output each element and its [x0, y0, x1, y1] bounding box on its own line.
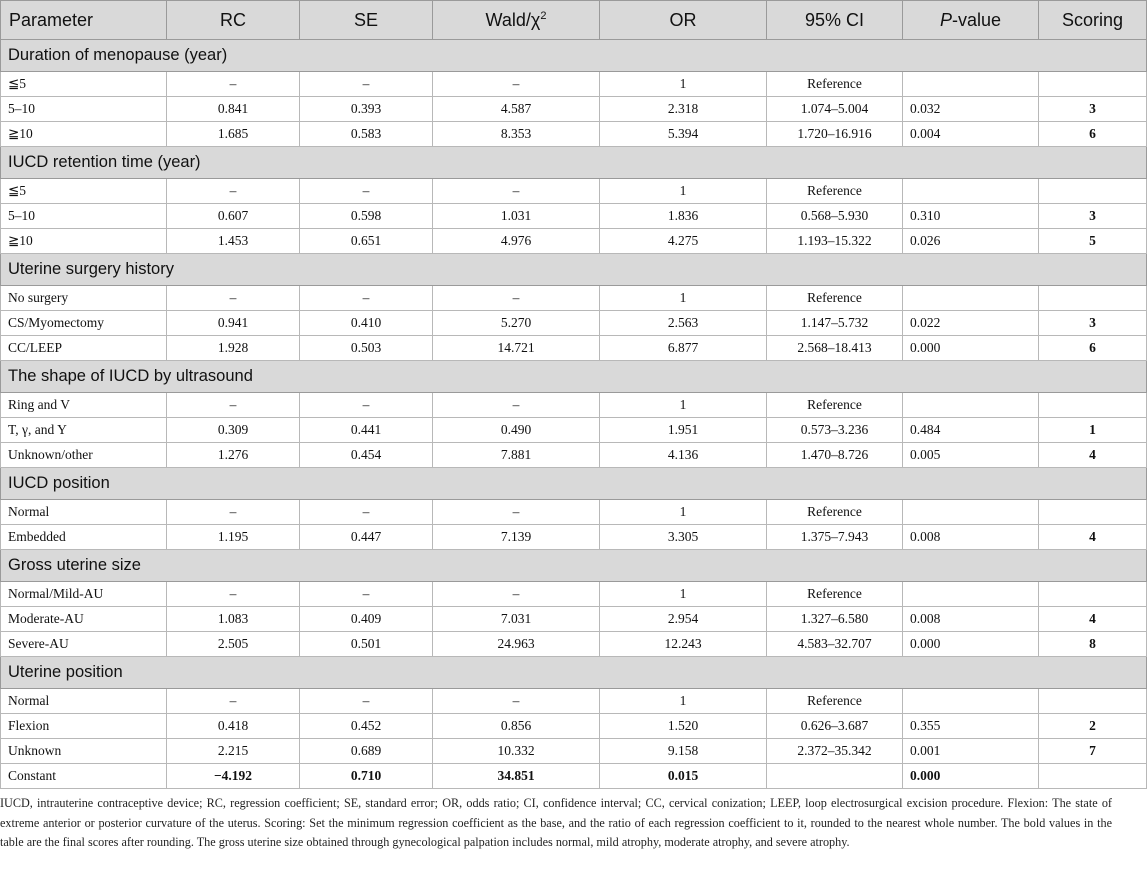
- ci-cell: 0.626–3.687: [767, 714, 903, 739]
- row-label: T, γ, and Y: [1, 418, 167, 443]
- rc-cell: 2.505: [167, 632, 300, 657]
- score-cell: [1039, 179, 1147, 204]
- constant-ci-cell: [767, 764, 903, 789]
- constant-row: [1, 764, 1147, 789]
- score-cell: [1039, 689, 1147, 714]
- header-rc: RC: [167, 1, 300, 40]
- table-row: [1, 286, 1147, 311]
- wald-cell: 0.490: [433, 418, 600, 443]
- se-cell: 0.598: [300, 204, 433, 229]
- score-cell: 4: [1039, 443, 1147, 468]
- row-label: ≧10: [1, 122, 167, 147]
- ci-cell: 0.573–3.236: [767, 418, 903, 443]
- p-value-cell: 0.022: [903, 311, 1039, 336]
- score-cell: 6: [1039, 122, 1147, 147]
- wald-cell: –: [433, 582, 600, 607]
- table-row: [1, 204, 1147, 229]
- ci-cell: 1.720–16.916: [767, 122, 903, 147]
- wald-cell: 10.332: [433, 739, 600, 764]
- header-wald-text: Wald/χ: [485, 9, 541, 30]
- section-header-row: [1, 147, 1147, 179]
- wald-cell: 0.856: [433, 714, 600, 739]
- wald-cell: 14.721: [433, 336, 600, 361]
- header-se: SE: [300, 1, 433, 40]
- rc-cell: –: [167, 582, 300, 607]
- table-row: [1, 229, 1147, 254]
- wald-cell: –: [433, 689, 600, 714]
- ci-cell: 1.470–8.726: [767, 443, 903, 468]
- rc-cell: 0.418: [167, 714, 300, 739]
- table-row: [1, 714, 1147, 739]
- p-value-cell: [903, 500, 1039, 525]
- se-cell: 0.409: [300, 607, 433, 632]
- wald-cell: 8.353: [433, 122, 600, 147]
- header-p-suffix: -value: [951, 9, 1002, 30]
- rc-cell: –: [167, 72, 300, 97]
- or-cell: 6.877: [600, 336, 767, 361]
- ci-cell: Reference: [767, 72, 903, 97]
- score-cell: 3: [1039, 204, 1147, 229]
- or-cell: 4.136: [600, 443, 767, 468]
- rc-cell: –: [167, 689, 300, 714]
- se-cell: 0.651: [300, 229, 433, 254]
- se-cell: 0.689: [300, 739, 433, 764]
- p-value-cell: 0.008: [903, 607, 1039, 632]
- wald-cell: –: [433, 286, 600, 311]
- p-value-cell: [903, 582, 1039, 607]
- p-value-cell: 0.026: [903, 229, 1039, 254]
- table-row: [1, 122, 1147, 147]
- table-row: [1, 739, 1147, 764]
- ci-cell: Reference: [767, 500, 903, 525]
- row-label: CC/LEEP: [1, 336, 167, 361]
- rc-cell: –: [167, 179, 300, 204]
- se-cell: –: [300, 179, 433, 204]
- score-cell: 2: [1039, 714, 1147, 739]
- wald-cell: 7.031: [433, 607, 600, 632]
- se-cell: –: [300, 500, 433, 525]
- table-row: [1, 500, 1147, 525]
- header-p-italic: P: [939, 9, 952, 30]
- se-cell: 0.583: [300, 122, 433, 147]
- row-label: Ring and V: [1, 393, 167, 418]
- ci-cell: 1.074–5.004: [767, 97, 903, 122]
- score-cell: [1039, 500, 1147, 525]
- wald-cell: 7.881: [433, 443, 600, 468]
- row-label: ≦5: [1, 179, 167, 204]
- or-cell: 5.394: [600, 122, 767, 147]
- rc-cell: –: [167, 393, 300, 418]
- wald-cell: 24.963: [433, 632, 600, 657]
- section-title: IUCD position: [1, 468, 1147, 500]
- p-value-cell: 0.032: [903, 97, 1039, 122]
- p-value-cell: 0.310: [903, 204, 1039, 229]
- constant-rc-cell: −4.192: [167, 764, 300, 789]
- se-cell: 0.454: [300, 443, 433, 468]
- p-value-cell: [903, 689, 1039, 714]
- se-cell: –: [300, 689, 433, 714]
- rc-cell: 2.215: [167, 739, 300, 764]
- table-row: [1, 393, 1147, 418]
- se-cell: 0.393: [300, 97, 433, 122]
- wald-cell: 4.976: [433, 229, 600, 254]
- section-title: Uterine surgery history: [1, 254, 1147, 286]
- row-label: CS/Myomectomy: [1, 311, 167, 336]
- se-cell: –: [300, 72, 433, 97]
- table-row: [1, 689, 1147, 714]
- or-cell: 2.318: [600, 97, 767, 122]
- section-header-row: [1, 550, 1147, 582]
- section-title: Uterine position: [1, 657, 1147, 689]
- score-cell: [1039, 393, 1147, 418]
- rc-cell: 1.083: [167, 607, 300, 632]
- header-wald: [433, 1, 600, 40]
- se-cell: 0.441: [300, 418, 433, 443]
- table-body: [1, 40, 1147, 789]
- score-cell: 6: [1039, 336, 1147, 361]
- or-cell: 1: [600, 179, 767, 204]
- ci-cell: 0.568–5.930: [767, 204, 903, 229]
- row-label: 5–10: [1, 204, 167, 229]
- section-header-row: [1, 254, 1147, 286]
- p-value-cell: 0.004: [903, 122, 1039, 147]
- rc-cell: 1.276: [167, 443, 300, 468]
- section-title: IUCD retention time (year): [1, 147, 1147, 179]
- or-cell: 1.520: [600, 714, 767, 739]
- score-cell: 3: [1039, 311, 1147, 336]
- rc-cell: –: [167, 500, 300, 525]
- score-cell: [1039, 286, 1147, 311]
- rc-cell: 1.195: [167, 525, 300, 550]
- rc-cell: 0.607: [167, 204, 300, 229]
- section-title: Duration of menopause (year): [1, 40, 1147, 72]
- p-value-cell: 0.355: [903, 714, 1039, 739]
- table-row: [1, 72, 1147, 97]
- rc-cell: 1.685: [167, 122, 300, 147]
- score-cell: 3: [1039, 97, 1147, 122]
- ci-cell: Reference: [767, 582, 903, 607]
- ci-cell: 4.583–32.707: [767, 632, 903, 657]
- or-cell: 1: [600, 286, 767, 311]
- table-row: [1, 443, 1147, 468]
- table-row: [1, 336, 1147, 361]
- row-label: Normal: [1, 689, 167, 714]
- row-label: Moderate-AU: [1, 607, 167, 632]
- row-label: Flexion: [1, 714, 167, 739]
- score-cell: 4: [1039, 525, 1147, 550]
- ci-cell: Reference: [767, 689, 903, 714]
- table-row: [1, 97, 1147, 122]
- or-cell: 2.954: [600, 607, 767, 632]
- se-cell: 0.410: [300, 311, 433, 336]
- wald-cell: –: [433, 500, 600, 525]
- section-title: The shape of IUCD by ultrasound: [1, 361, 1147, 393]
- table-row: [1, 525, 1147, 550]
- section-header-row: [1, 657, 1147, 689]
- header-or: OR: [600, 1, 767, 40]
- or-cell: 1: [600, 582, 767, 607]
- se-cell: 0.452: [300, 714, 433, 739]
- rc-cell: –: [167, 286, 300, 311]
- p-value-cell: [903, 286, 1039, 311]
- wald-cell: –: [433, 72, 600, 97]
- p-value-cell: 0.008: [903, 525, 1039, 550]
- score-cell: [1039, 72, 1147, 97]
- ci-cell: 1.147–5.732: [767, 311, 903, 336]
- table-row: [1, 418, 1147, 443]
- score-cell: 8: [1039, 632, 1147, 657]
- p-value-cell: 0.001: [903, 739, 1039, 764]
- row-label: Normal: [1, 500, 167, 525]
- rc-cell: 1.928: [167, 336, 300, 361]
- or-cell: 12.243: [600, 632, 767, 657]
- table-row: [1, 311, 1147, 336]
- or-cell: 3.305: [600, 525, 767, 550]
- score-cell: 5: [1039, 229, 1147, 254]
- row-label: Unknown: [1, 739, 167, 764]
- row-label: ≧10: [1, 229, 167, 254]
- or-cell: 1: [600, 500, 767, 525]
- or-cell: 1.836: [600, 204, 767, 229]
- table-row: [1, 632, 1147, 657]
- score-cell: 7: [1039, 739, 1147, 764]
- section-header-row: [1, 40, 1147, 72]
- rc-cell: 0.941: [167, 311, 300, 336]
- ci-cell: Reference: [767, 393, 903, 418]
- header-p-value: [903, 1, 1039, 40]
- header-wald-superscript: 2: [540, 9, 547, 22]
- wald-cell: 1.031: [433, 204, 600, 229]
- p-value-cell: 0.005: [903, 443, 1039, 468]
- ci-cell: 2.568–18.413: [767, 336, 903, 361]
- or-cell: 1: [600, 72, 767, 97]
- p-value-cell: 0.000: [903, 336, 1039, 361]
- se-cell: –: [300, 582, 433, 607]
- table-row: [1, 179, 1147, 204]
- score-cell: [1039, 582, 1147, 607]
- or-cell: 1: [600, 689, 767, 714]
- header-parameter: Parameter: [1, 1, 167, 40]
- se-cell: –: [300, 393, 433, 418]
- ci-cell: 2.372–35.342: [767, 739, 903, 764]
- p-value-cell: [903, 72, 1039, 97]
- table-footnote: IUCD, intrauterine contraceptive device; RC, regression coefficient; SE, standard error; OR, odds ratio; CI, confidence interval; CC, cervical conization; LEEP, loop electrosurgical excision procedure. Flexion: The state of extreme anterior or posterior curvature of the uterus. Scoring: Set the minimum regression coefficient as the base, and the ratio of each regression coefficient to it, rounded to the nearest whole number. The bold values in the table are the final scores after rounding. The gross uterine size obtained through gynecological palpation includes normal, mild atrophy, moderate atrophy, and severe atrophy.: [0, 796, 1112, 849]
- row-label: 5–10: [1, 97, 167, 122]
- or-cell: 4.275: [600, 229, 767, 254]
- se-cell: 0.501: [300, 632, 433, 657]
- wald-cell: 4.587: [433, 97, 600, 122]
- p-value-cell: [903, 179, 1039, 204]
- wald-cell: 5.270: [433, 311, 600, 336]
- ci-cell: 1.327–6.580: [767, 607, 903, 632]
- wald-cell: 7.139: [433, 525, 600, 550]
- score-cell: 4: [1039, 607, 1147, 632]
- table-row: [1, 607, 1147, 632]
- section-title: Gross uterine size: [1, 550, 1147, 582]
- row-label: No surgery: [1, 286, 167, 311]
- header-ci: 95% CI: [767, 1, 903, 40]
- constant-p-value-cell: 0.000: [903, 764, 1039, 789]
- constant-score-cell: [1039, 764, 1147, 789]
- constant-se-cell: 0.710: [300, 764, 433, 789]
- p-value-cell: [903, 393, 1039, 418]
- section-header-row: [1, 468, 1147, 500]
- row-label: ≦5: [1, 72, 167, 97]
- section-header-row: [1, 361, 1147, 393]
- ci-cell: 1.193–15.322: [767, 229, 903, 254]
- p-value-cell: 0.484: [903, 418, 1039, 443]
- se-cell: –: [300, 286, 433, 311]
- row-label: Severe-AU: [1, 632, 167, 657]
- row-label: Unknown/other: [1, 443, 167, 468]
- constant-or-cell: 0.015: [600, 764, 767, 789]
- or-cell: 9.158: [600, 739, 767, 764]
- or-cell: 1.951: [600, 418, 767, 443]
- rc-cell: 0.309: [167, 418, 300, 443]
- or-cell: 1: [600, 393, 767, 418]
- wald-cell: –: [433, 393, 600, 418]
- rc-cell: 1.453: [167, 229, 300, 254]
- ci-cell: Reference: [767, 286, 903, 311]
- ci-cell: Reference: [767, 179, 903, 204]
- score-cell: 1: [1039, 418, 1147, 443]
- constant-wald-cell: 34.851: [433, 764, 600, 789]
- constant-row-label: Constant: [1, 764, 167, 789]
- or-cell: 2.563: [600, 311, 767, 336]
- se-cell: 0.503: [300, 336, 433, 361]
- ci-cell: 1.375–7.943: [767, 525, 903, 550]
- row-label: Normal/Mild-AU: [1, 582, 167, 607]
- rc-cell: 0.841: [167, 97, 300, 122]
- row-label: Embedded: [1, 525, 167, 550]
- table-header-row: [1, 1, 1147, 40]
- p-value-cell: 0.000: [903, 632, 1039, 657]
- se-cell: 0.447: [300, 525, 433, 550]
- header-scoring: Scoring: [1039, 1, 1147, 40]
- table-row: [1, 582, 1147, 607]
- wald-cell: –: [433, 179, 600, 204]
